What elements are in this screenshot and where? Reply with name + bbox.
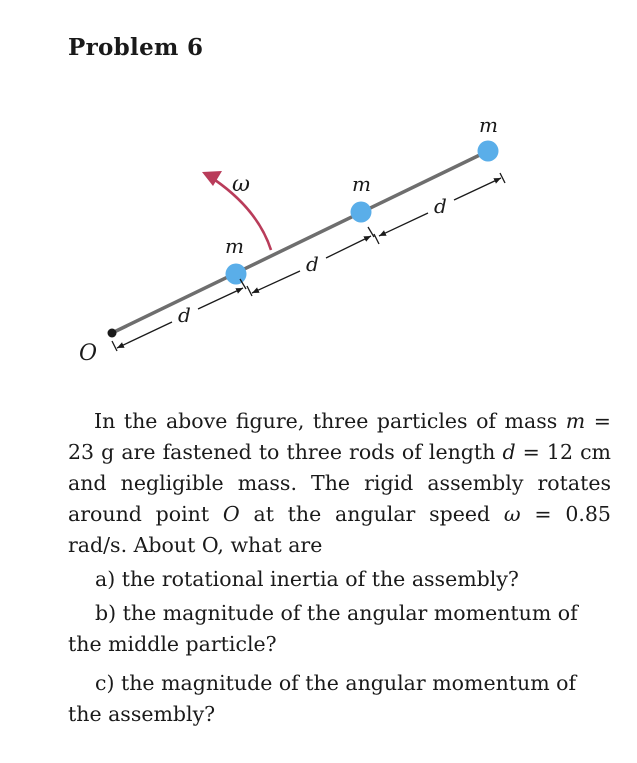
statement-lead: In the above figure, three particles of mass <box>94 409 558 433</box>
problem-statement <box>68 406 611 561</box>
length-symbol: d <box>502 440 516 464</box>
omega-value: = 0.85 rad/s. About O, what are <box>68 502 611 557</box>
distance-label-2: d <box>306 252 319 276</box>
dimension-tick-3a <box>374 234 379 244</box>
point-symbol: O <box>222 502 240 526</box>
mass-symbol: m <box>565 409 586 433</box>
dimension-arrow-3-left <box>379 213 428 236</box>
omega-symbol: ω <box>503 502 521 526</box>
dimension-arrow-1-right <box>198 288 243 309</box>
problem-text <box>68 406 611 730</box>
dimension-arrow-2-left <box>252 271 300 293</box>
dimension-tick-2b <box>368 227 374 237</box>
dimension-arrow-3-right <box>454 178 501 200</box>
question-b: b) the magnitude of the angular momentum of the middle particle? <box>68 601 578 656</box>
dimension-tick-2a <box>247 286 252 296</box>
distance-label-1: d <box>178 303 191 327</box>
mass-label-1: m <box>225 234 244 258</box>
rigid-rod <box>112 151 488 333</box>
particle-2 <box>351 202 372 223</box>
origin-label: O <box>79 341 98 366</box>
problem-title: Problem 6 <box>68 34 204 61</box>
length-value: = 12 cm and negligible mass. The rigid assembly rotates around point <box>68 440 611 526</box>
question-c: c) the magnitude of the angular momentum of the assembly? <box>68 671 577 726</box>
question-a: a) the rotational inertia of the assembly? <box>95 567 519 591</box>
distance-label-3: d <box>434 194 447 218</box>
dimension-tick-1a <box>112 341 117 351</box>
mass-label-3: m <box>479 113 498 137</box>
particle-1 <box>226 264 247 285</box>
mass-label-2: m <box>352 172 371 196</box>
omega-label: ω <box>232 172 250 197</box>
particle-3 <box>478 141 499 162</box>
pivot-point <box>108 329 117 338</box>
speed-text: at the angular speed <box>253 502 491 526</box>
dimension-arrow-2-right <box>326 236 371 258</box>
mass-value: = 23 g are fastened to three rods of length <box>68 409 611 464</box>
